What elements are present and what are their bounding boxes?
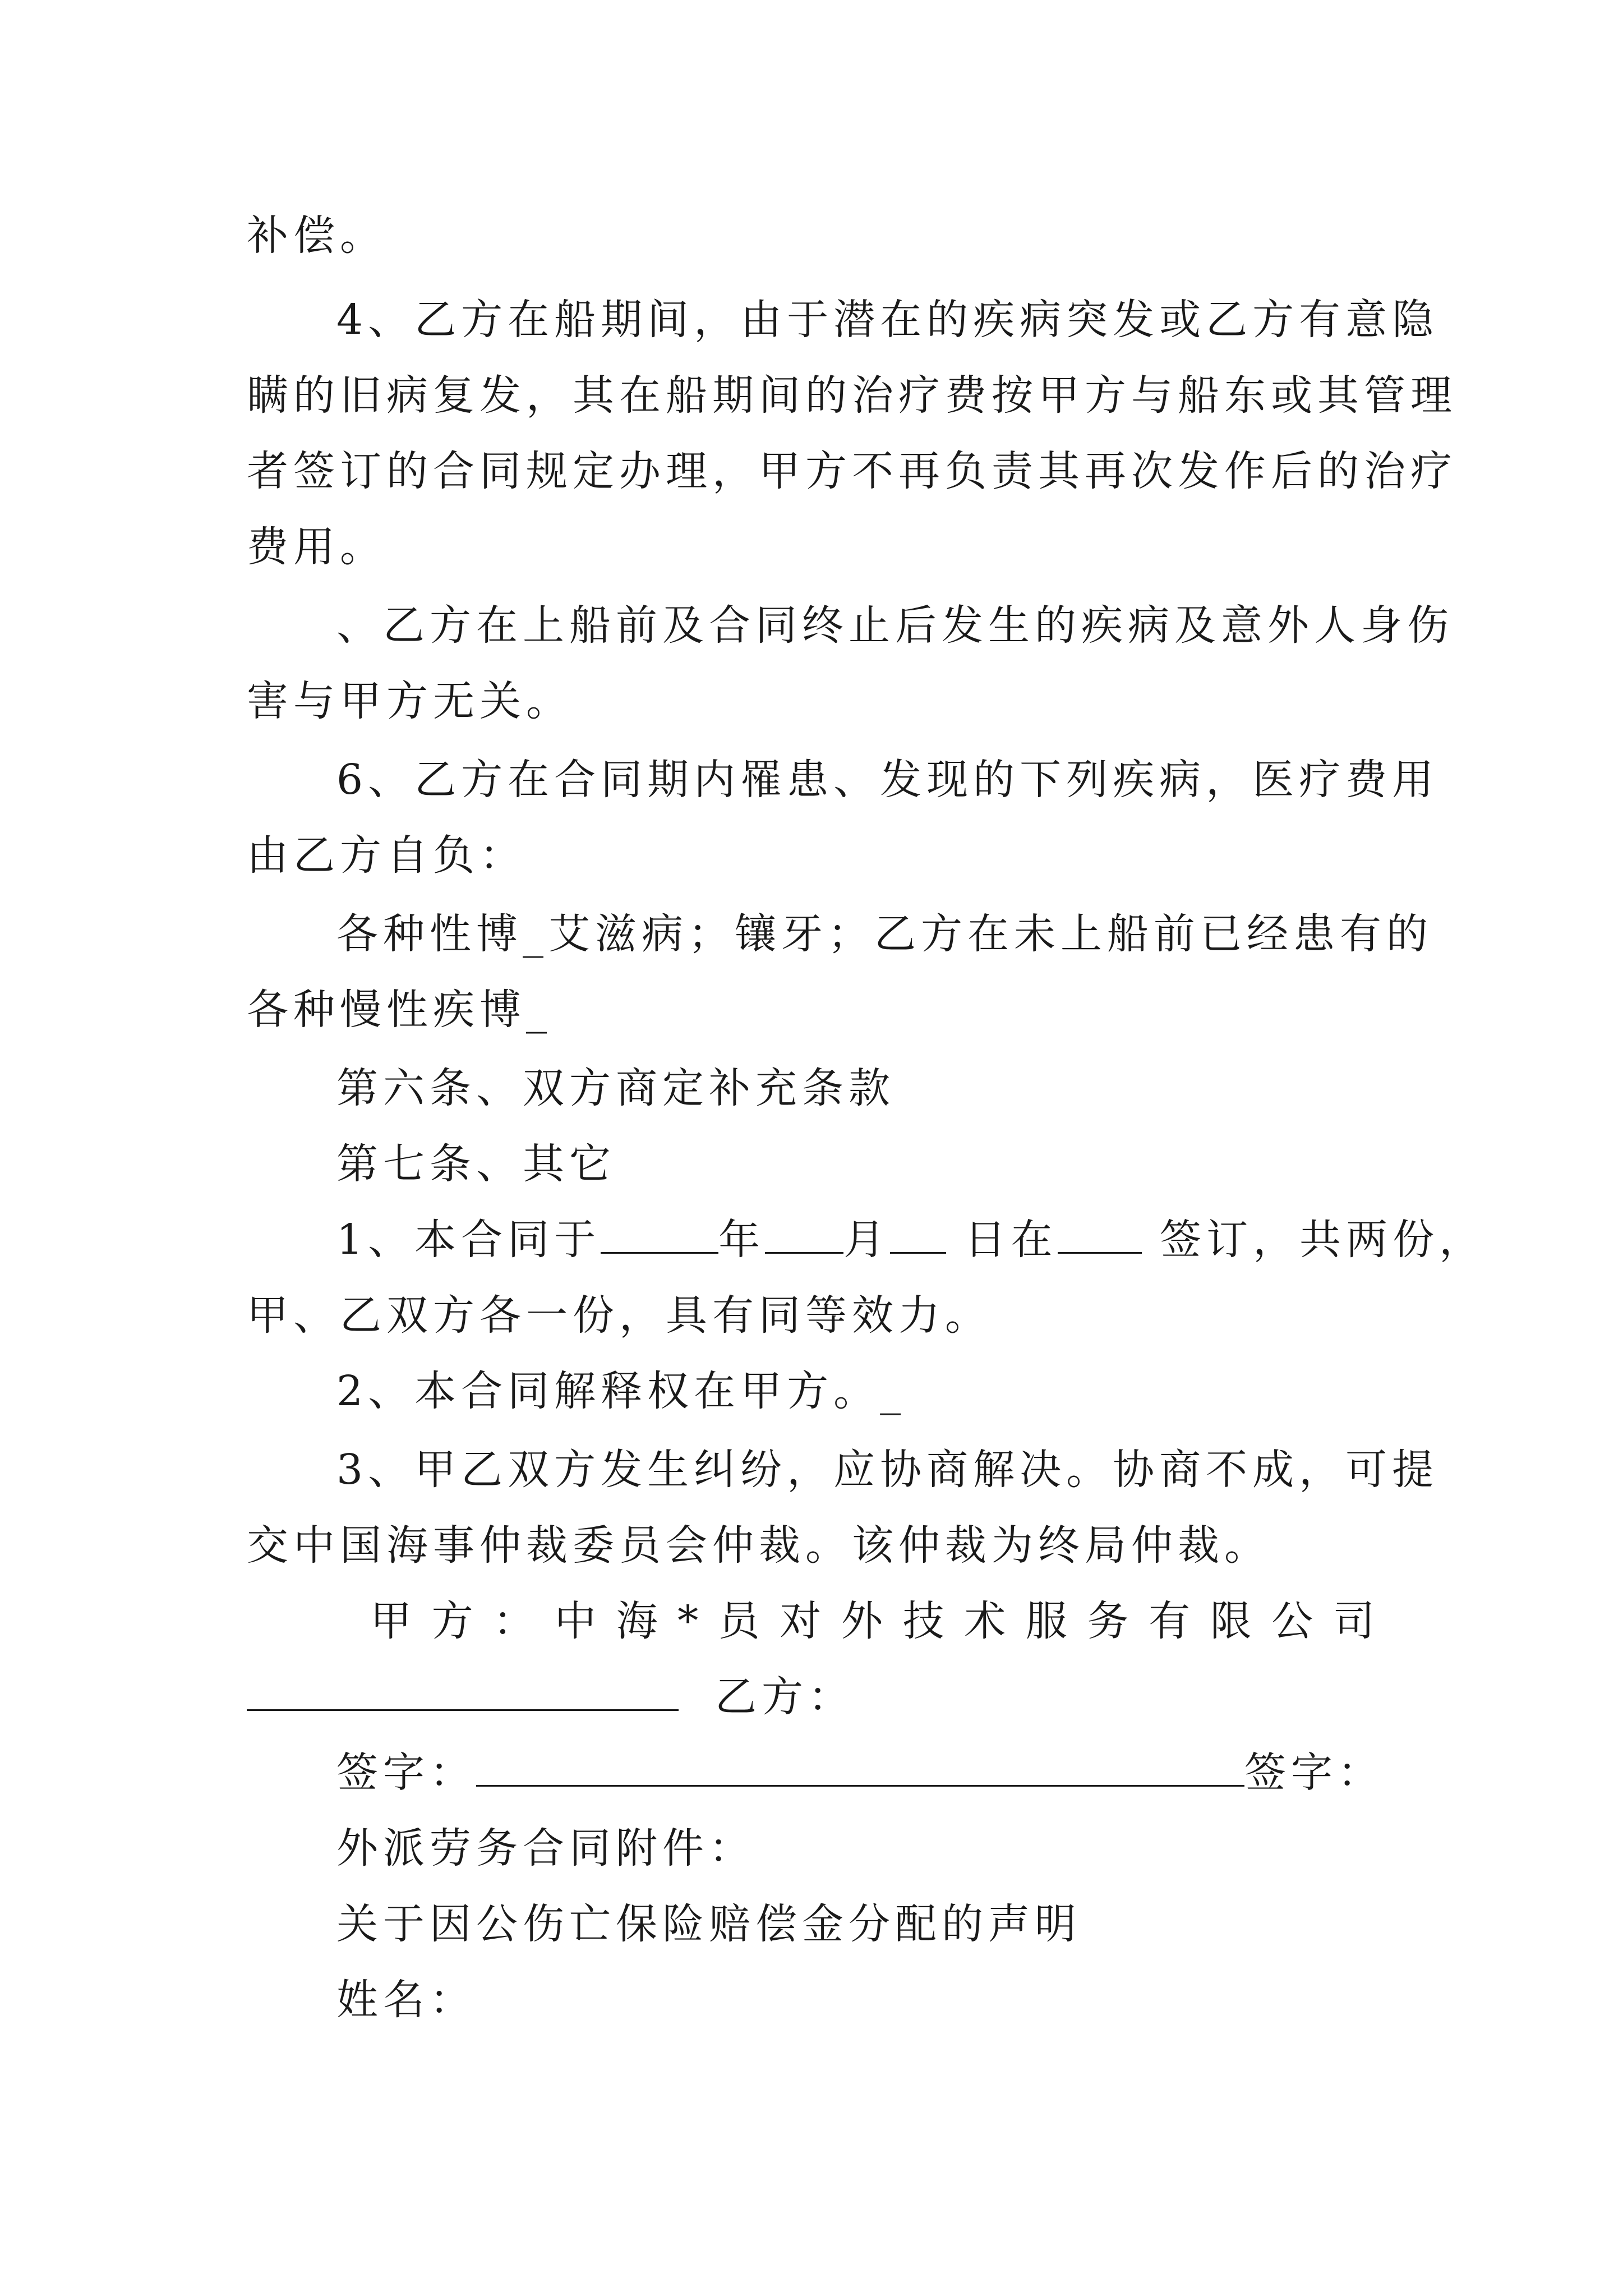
article-heading: 第七条、其它 — [336, 1140, 616, 1188]
paragraph-line: 费用。 — [247, 523, 386, 571]
paragraph-line: 补偿。 — [247, 211, 386, 260]
year-blank — [601, 1213, 718, 1254]
paragraph-line: 4、乙方在船期间，由于潜在的疾病突发或乙方有意隐 — [336, 296, 1439, 344]
party-a-blank — [247, 1676, 679, 1711]
party-a-line: 甲方：中海*员对外技术服务有限公司 — [370, 1597, 1380, 1645]
paragraph-line: 3、甲乙双方发生纠纷，应协商解决。协商不成，可提 — [336, 1446, 1439, 1494]
party-b-label: 乙方： — [715, 1673, 855, 1721]
day-blank — [890, 1213, 946, 1254]
paragraph-line: 交中国海事仲裁委员会仲裁。该仲裁为终局仲裁。 — [247, 1521, 1271, 1570]
paragraph-line: 由乙方自负： — [247, 831, 526, 880]
annex-subject: 关于因公伤亡保险赔偿金分配的声明 — [336, 1900, 1081, 1948]
signature-blank — [476, 1751, 1244, 1787]
paragraph-line: 2、本合同解释权在甲方。_ — [336, 1367, 906, 1415]
clause-1-line-1 — [336, 1212, 1486, 1268]
clause-text: 签订，共两份， — [1160, 1216, 1486, 1264]
signature-row — [336, 1745, 1384, 1801]
clause-text: 年 — [718, 1216, 766, 1264]
signature-label-a: 签字： — [336, 1749, 476, 1797]
paragraph-line: 害与甲方无关。 — [247, 677, 573, 725]
clause-text: 日在 — [964, 1216, 1058, 1264]
paragraph-line: 、乙方在上船前及合同终止后发生的疾病及意外人身伤 — [336, 601, 1454, 650]
paragraph-line: 各种性博_艾滋病；镶牙；乙方在未上船前已经患有的 — [336, 910, 1433, 958]
month-blank — [765, 1213, 843, 1254]
paragraph-line: 甲、乙双方各一份，具有同等效力。 — [247, 1291, 992, 1340]
clause-text: 1、本合同于 — [336, 1216, 601, 1264]
paragraph-line: 瞒的旧病复发，其在船期间的治疗费按甲方与船东或其管理 — [247, 371, 1457, 420]
paragraph-line: 6、乙方在合同期内罹患、发现的下列疾病，医疗费用 — [336, 756, 1439, 804]
place-blank — [1058, 1213, 1142, 1254]
article-heading: 第六条、双方商定补充条款 — [336, 1064, 895, 1112]
paragraph-line: 者签订的合同规定办理，甲方不再负责其再次发作后的治疗 — [247, 447, 1457, 495]
annex-title: 外派劳务合同附件： — [336, 1824, 755, 1872]
signature-label-b: 签字： — [1244, 1749, 1384, 1797]
party-b-line — [247, 1669, 855, 1725]
name-label: 姓名： — [336, 1976, 476, 2024]
clause-text: 月 — [843, 1216, 891, 1264]
paragraph-line: 各种慢性疾博_ — [247, 986, 552, 1034]
